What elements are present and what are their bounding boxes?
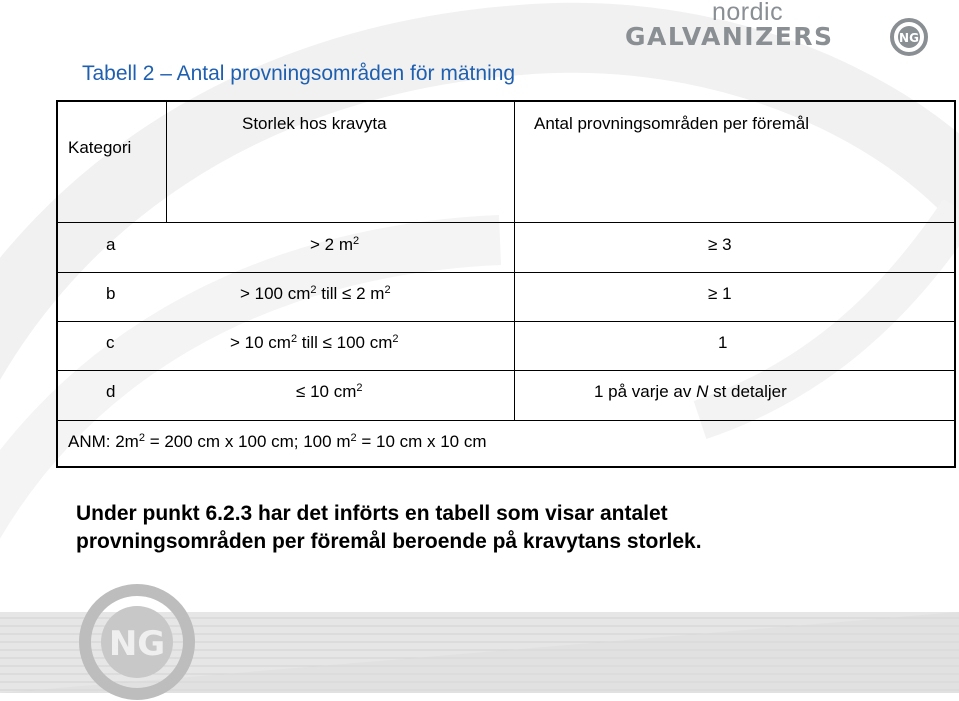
header-storlek: Storlek hos kravyta <box>242 114 387 133</box>
row-c-kategori: c <box>106 333 115 352</box>
logo-text-nordic: nordic <box>712 0 784 26</box>
note-line-2: provningsområden per föremål beroende på kravytans storlek. <box>76 530 702 553</box>
row-a-antal: ≥ 3 <box>708 235 732 254</box>
body-note <box>76 500 702 556</box>
row-d-antal: 1 på varje av N st detaljer <box>594 382 787 401</box>
row-b-antal: ≥ 1 <box>708 284 732 303</box>
row-a-kategori: a <box>106 235 116 254</box>
row-a-storlek: > 2 $m^2$ <box>310 235 360 254</box>
measurement-areas-table <box>56 100 956 468</box>
note-line-1: Under punkt 6.2.3 har det införts en tabell som visar antalet <box>76 502 668 525</box>
logo-text-galvanizers: GALVANIZERS <box>625 22 834 51</box>
ge-symbol: ≥ <box>708 235 718 254</box>
nordic-galvanizers-logo <box>620 0 950 60</box>
svg-text:NG: NG <box>899 31 919 45</box>
row-c-antal: 1 <box>718 333 728 352</box>
ng-badge-icon <box>890 18 928 56</box>
row-d-storlek: ≤ 10 $cm^2$ <box>296 382 363 401</box>
row-b-storlek: > 100 $cm^2$ till ≤ 2 $m^2$ <box>240 284 391 303</box>
header-antal: Antal provningsområden per föremål <box>534 114 809 133</box>
row-c-storlek: > 10 $cm^2$ till ≤ 100 $cm^2$ <box>230 333 399 352</box>
ng-footer-emblem-icon <box>78 583 196 701</box>
page-title: Tabell 2 – Antal provningsområden för mätning <box>82 62 516 85</box>
ge-symbol: ≥ <box>708 284 718 303</box>
table-footnote: ANM: $2m^2 = 200$ cm x 100 cm; 100 $m^2 = 10$ cm x 10 cm <box>68 432 487 451</box>
svg-text:NG: NG <box>108 624 166 664</box>
header-kategori: Kategori <box>68 138 132 157</box>
row-b-kategori: b <box>106 284 116 303</box>
row-d-kategori: d <box>106 382 116 401</box>
